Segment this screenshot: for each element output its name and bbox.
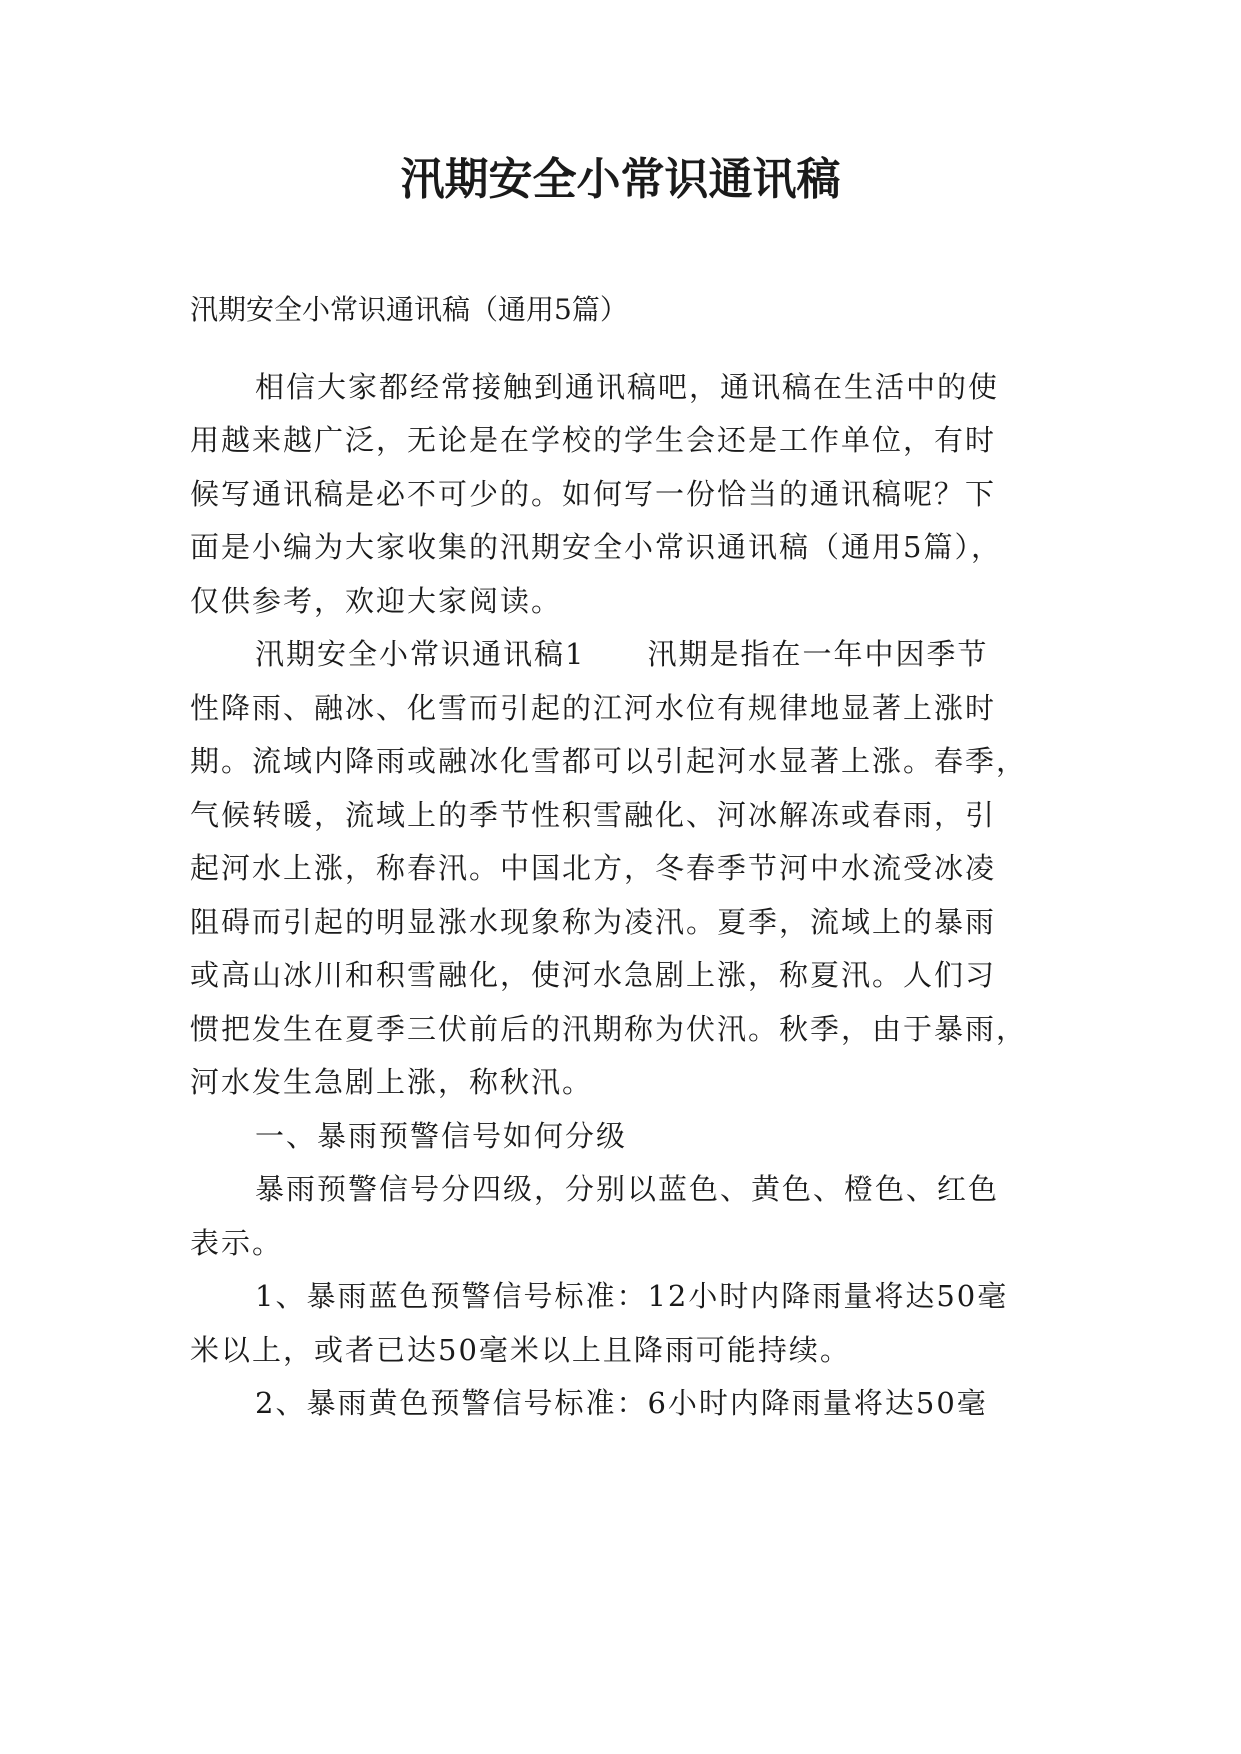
paragraph-line: 性降雨、融冰、化雪而引起的江河水位有规律地显著上涨时 — [190, 691, 997, 725]
document-title: 汛期安全小常识通讯稿 — [400, 154, 841, 205]
section-heading: 一、暴雨预警信号如何分级 — [255, 1119, 628, 1153]
paragraph-line: 相信大家都经常接触到通讯稿吧，通讯稿在生活中的使 — [255, 370, 1000, 404]
paragraph-line: 仅供参考，欢迎大家阅读。 — [190, 584, 563, 618]
paragraph-line: 米以上，或者已达50毫米以上且降雨可能持续。 — [190, 1333, 851, 1367]
paragraph-line: 起河水上涨，称春汛。中国北方，冬春季节河中水流受冰凌 — [190, 851, 997, 885]
paragraph-line: 期。流域内降雨或融冰化雪都可以引起河水显著上涨。春季， — [190, 744, 1028, 778]
paragraph-line: 气候转暖，流域上的季节性积雪融化、河冰解冻或春雨，引 — [190, 798, 997, 832]
paragraph-line: 2、暴雨黄色预警信号标准：6小时内降雨量将达50毫 — [255, 1386, 988, 1420]
paragraph-line: 河水发生急剧上涨，称秋汛。 — [190, 1065, 594, 1099]
paragraph-line: 暴雨预警信号分四级，分别以蓝色、黄色、橙色、红色 — [255, 1172, 1000, 1206]
document-subtitle: 汛期安全小常识通讯稿（通用5篇） — [190, 293, 628, 326]
paragraph-line: 候写通讯稿是必不可少的。如何写一份恰当的通讯稿呢？下 — [190, 477, 997, 511]
paragraph-line: 表示。 — [190, 1226, 284, 1260]
paragraph-line: 阻碍而引起的明显涨水现象称为凌汛。夏季，流域上的暴雨 — [190, 905, 997, 939]
paragraph-line: 或高山冰川和积雪融化，使河水急剧上涨，称夏汛。人们习 — [190, 958, 997, 992]
paragraph-line: 用越来越广泛，无论是在学校的学生会还是工作单位，有时 — [190, 423, 997, 457]
paragraph-line: 1、暴雨蓝色预警信号标准：12小时内降雨量将达50毫 — [255, 1279, 1009, 1313]
paragraph-line: 汛期安全小常识通讯稿1 汛期是指在一年中因季节 — [255, 637, 989, 671]
paragraph-line: 面是小编为大家收集的汛期安全小常识通讯稿（通用5篇）， — [190, 530, 1002, 564]
paragraph-line: 惯把发生在夏季三伏前后的汛期称为伏汛。秋季，由于暴雨， — [190, 1012, 1028, 1046]
